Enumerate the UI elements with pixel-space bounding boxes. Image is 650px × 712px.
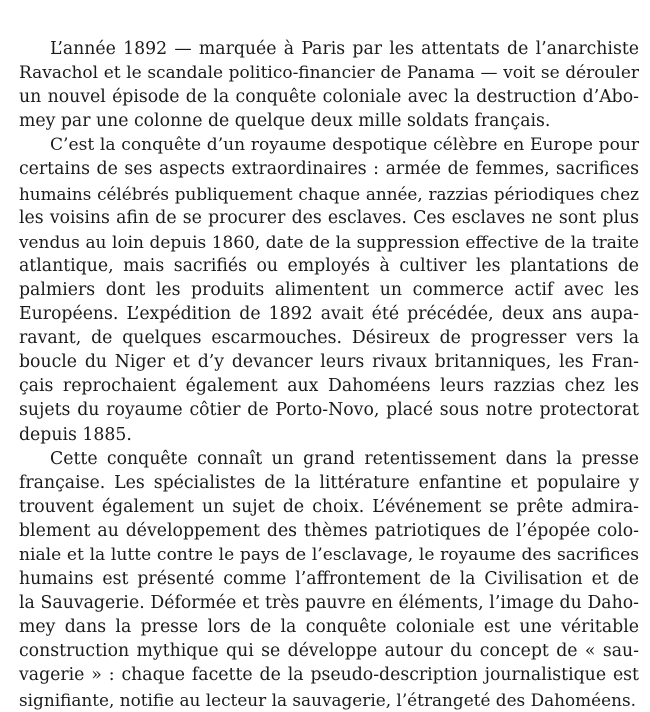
text-line: les voisins afin de se procurer des esclaves. Ces esclaves ne sont plus (19, 207, 639, 228)
text-line: vagerie » : chaque facette de la pseudo-description journalistique est (19, 665, 639, 686)
text-line: ravant, de quelques escarmouches. Désireux de progresser vers la (19, 328, 639, 349)
text-line: humains célébrés publiquement chaque année, razzias périodiques chez (19, 183, 639, 204)
text-line: blement au développement des thèmes patriotiques de l’épopée colo- (19, 520, 639, 541)
text-line: construction mythique qui se développe autour du concept de « sau- (19, 641, 639, 662)
text-line: signifiante, notifie au lecteur la sauvagerie, l’étrangeté des Dahoméens. (19, 689, 636, 710)
text-line: Européens. L’expédition de 1892 avait été précédée, deux ans aupa- (19, 304, 639, 325)
text-line: certains de ses aspects extraordinaires : armée de femmes, sacrifices (19, 159, 639, 180)
text-line: vendus au loin depuis 1860, date de la suppression effective de la traite (19, 231, 639, 252)
paragraph-2 (19, 133, 639, 446)
text-line: Cette conquête connaît un grand retentissement dans la presse (50, 448, 639, 469)
text-line: mey par une colonne de quelque deux mille soldats français. (19, 111, 551, 132)
text-line: boucle du Niger et d’y devancer leurs rivaux britanniques, les Fran- (19, 352, 639, 373)
text-line: trouvent également un sujet de choix. L’événement se prête admira- (19, 496, 639, 517)
text-line: mey dans la presse lors de la conquête coloniale est une véritable (19, 617, 639, 638)
paragraph-3 (19, 447, 639, 712)
text-line: palmiers dont les produits alimentent un commerce actif avec les (19, 279, 639, 300)
paragraph-1 (19, 37, 639, 133)
text-line: depuis 1885. (19, 424, 132, 445)
text-line: atlantique, mais sacrifiés ou employés à cultiver les plantations de (19, 255, 639, 276)
text-line: çais reprochaient également aux Dahoméens leurs razzias chez les (19, 376, 639, 397)
text-line: sujets du royaume côtier de Porto-Novo, placé sous notre protectorat (19, 400, 639, 421)
text-line: niale et la lutte contre le pays de l’esclavage, le royaume des sacrifices (19, 544, 639, 565)
text-line: la Sauvagerie. Déformée et très pauvre en éléments, l’image du Daho- (19, 593, 639, 614)
text-line: un nouvel épisode de la conquête coloniale avec la destruction d’Abo- (19, 87, 639, 108)
text-line: humains est présenté comme l’affrontement de la Civilisation et de (19, 569, 639, 590)
text-body (19, 37, 639, 712)
text-line: française. Les spécialistes de la littérature enfantine et populaire y (19, 472, 639, 493)
text-line: Ravachol et le scandale politico-financier de Panama — voit se dérouler (19, 63, 639, 84)
text-line: C’est la conquête d’un royaume despotique célèbre en Europe pour (50, 135, 639, 156)
text-line: L’année 1892 — marquée à Paris par les attentats de l’anarchiste (50, 39, 639, 59)
